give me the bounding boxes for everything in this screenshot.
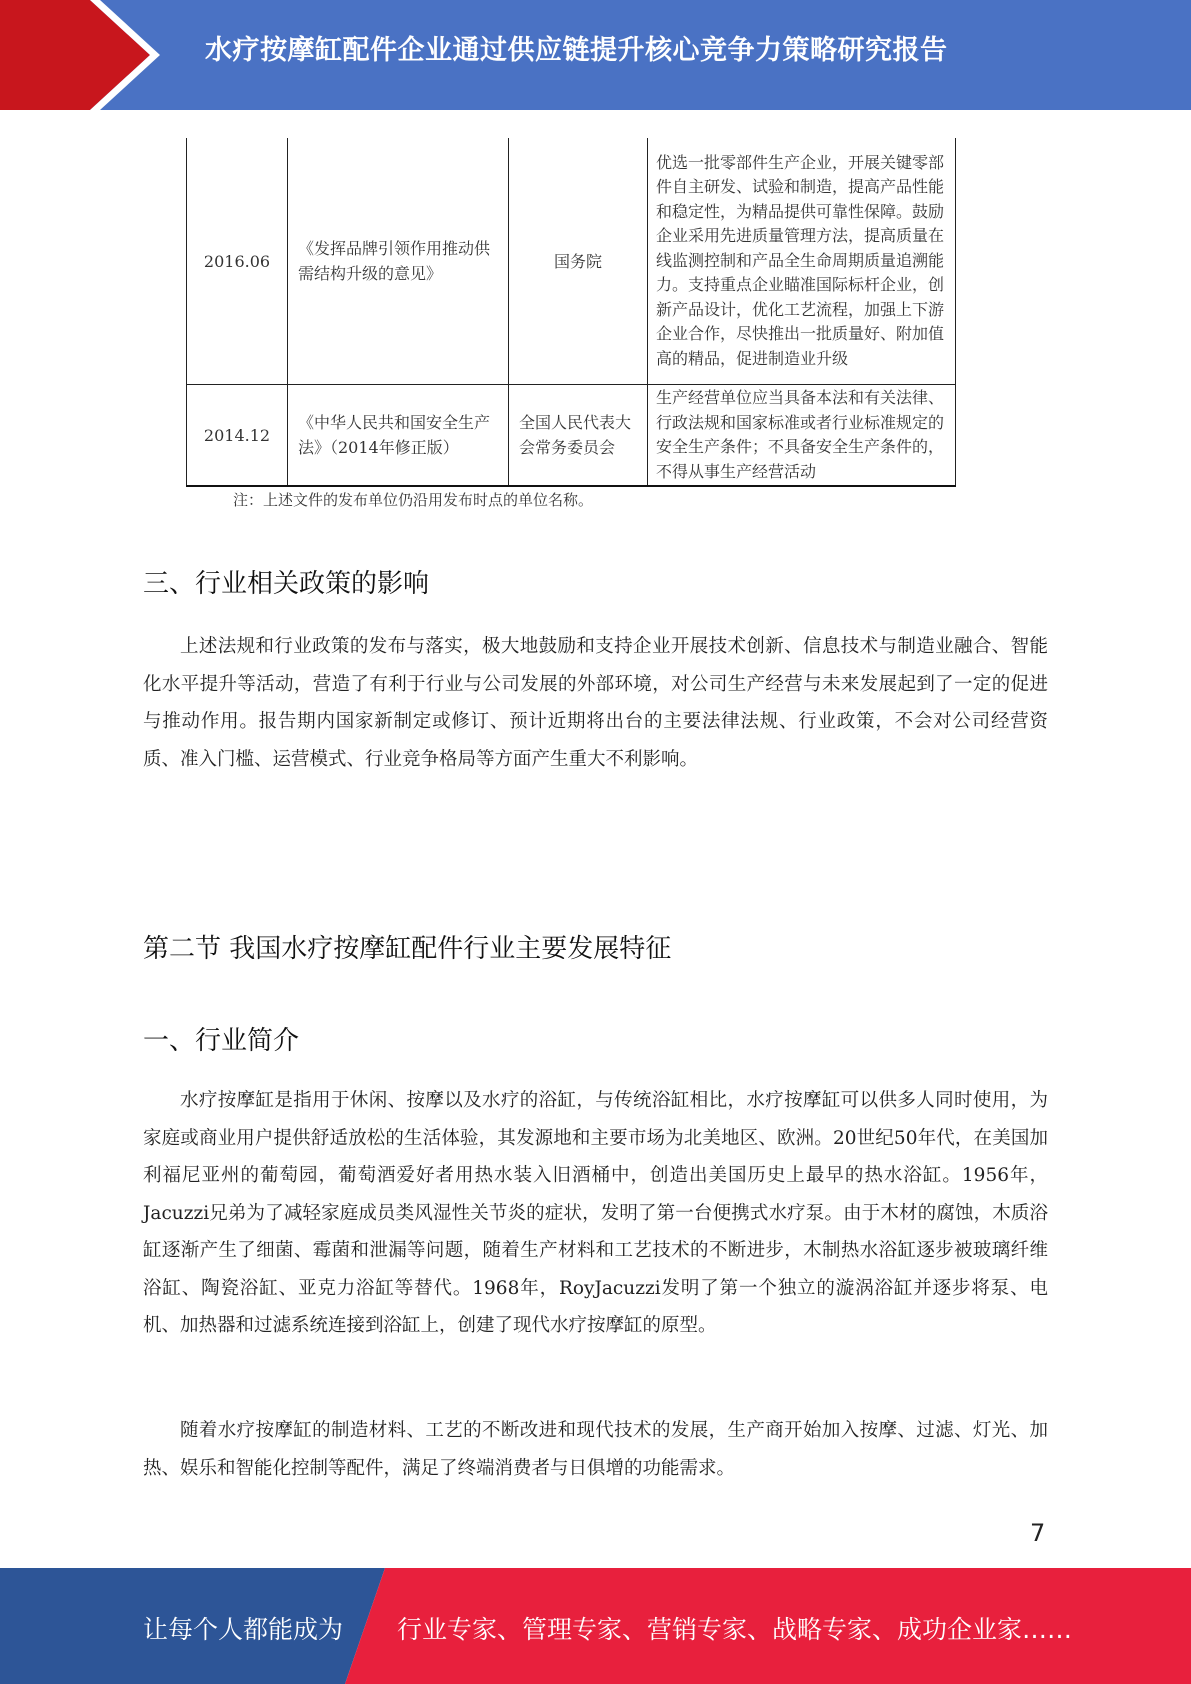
report-title: 水疗按摩缸配件企业通过供应链提升核心竞争力策略研究报告 [205,35,948,66]
policy-impact-paragraph: 上述法规和行业政策的发布与落实，极大地鼓励和支持企业开展技术创新、信息技术与制造业融合、智能化水平提升等活动，营造了有利于行业与公司发展的外部环境，对公司生产经营与未来发展起到了一定的促进与推动作用。报告期内国家新制定或修订、预计近期将出台的主要法律法规、行业政策，不会对公司经营资质、准入门槛、运营模式、行业竞争格局等方面产生重大不利影响。 [143,636,1048,770]
industry-intro-paragraph: 水疗按摩缸是指用于休闲、按摩以及水疗的浴缸，与传统浴缸相比，水疗按摩缸可以供多人同时使用，为家庭或商业用户提供舒适放松的生活体验，其发源地和主要市场为北美地区、欧洲。20世纪50年代，在美国加利福尼亚州的葡萄园，葡萄酒爱好者用热水装入旧酒桶中，创造出美国历史上最早的热水浴缸。1956年，Jacuzzi兄弟为了减轻家庭成员类风湿性关节炎的症状，发明了第一台便携式水疗泵。由于木材的腐蚀，木质浴缸逐渐产生了细菌、霉菌和泄漏等问题，随着生产材料和工艺技术的不断进步，木制热水浴缸逐步被玻璃纤维浴缸、陶瓷浴缸、亚克力浴缸等替代。1968年，RoyJacuzzi发明了第一个独立的漩涡浴缸并逐步将泵、电机、加热器和过滤系统连接到浴缸上，创建了现代水疗按摩缸的原型。 [143,1090,1048,1336]
chapter-heading: 第二节 我国水疗按摩缸配件行业主要发展特征 [143,934,672,964]
footer-slogan-left: 让每个人都能成为 [143,1615,344,1644]
page-number: 7 [1030,1519,1046,1547]
table-note: 注：上述文件的发布单位仍沿用发布时点的单位名称。 [233,491,594,509]
policy-name: 《中华人民共和国安全生产法》（2014年修正版） [288,385,509,487]
table-row [187,138,956,385]
policy-description: 生产经营单位应当具备本法和有关法律、行政法规和国家标准或者行业标准规定的安全生产条件；不具备安全生产条件的，不得从事生产经营活动 [648,385,956,487]
policy-date: 2016.06 [187,138,288,385]
table-row [187,385,956,487]
policy-name: 《发挥品牌引领作用推动供需结构升级的意见》 [288,138,509,385]
policy-date: 2014.12 [187,385,288,487]
policy-issuer: 全国人民代表大会常务委员会 [509,385,648,487]
policy-issuer: 国务院 [509,138,648,385]
page-header [0,0,1191,110]
page-footer [0,1568,1191,1684]
footer-slogan-right: 行业专家、管理专家、营销专家、战略专家、成功企业家…… [397,1615,1073,1644]
section-heading-policy-impact: 三、行业相关政策的影响 [143,569,430,599]
policy-description: 优选一批零部件生产企业，开展关键零部件自主研发、试验和制造，提高产品性能和稳定性，为精品提供可靠性保障。鼓励企业采用先进质量管理方法，提高质量在线监测控制和产品全生命周期质量追溯能力。支持重点企业瞄准国际标杆企业，创新产品设计，优化工艺流程，加强上下游企业合作，尽快推出一批质量好、附加值高的精品，促进制造业升级 [648,138,956,385]
section-heading-industry-intro: 一、行业简介 [143,1026,300,1056]
policy-table [186,138,956,487]
industry-development-paragraph: 随着水疗按摩缸的制造材料、工艺的不断改进和现代技术的发展，生产商开始加入按摩、过滤、灯光、加热、娱乐和智能化控制等配件，满足了终端消费者与日俱增的功能需求。 [143,1420,1048,1479]
